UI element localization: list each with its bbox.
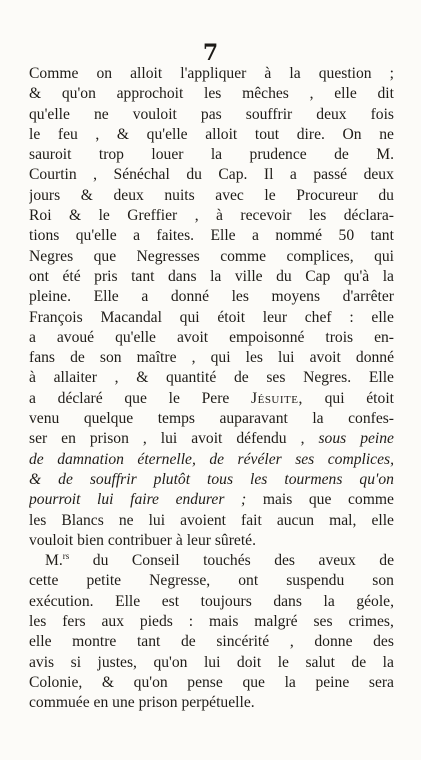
text-line — [29, 84, 394, 104]
word: quelque — [83, 410, 134, 428]
word: sera — [368, 673, 394, 691]
word: ont — [29, 267, 49, 285]
word: faites. — [156, 227, 195, 245]
text-line — [29, 511, 394, 531]
word: le — [29, 125, 41, 143]
word: on — [96, 65, 113, 82]
word: sincérité — [216, 633, 270, 651]
word: fois — [370, 105, 394, 123]
word: qu'elle — [115, 328, 156, 346]
word: Comme — [29, 65, 79, 82]
word: deux — [363, 166, 394, 184]
word: cette — [29, 572, 59, 590]
word: dans — [273, 592, 302, 610]
text-line — [29, 470, 394, 490]
word: empoisonné — [229, 328, 305, 346]
word: des — [373, 633, 394, 651]
word: , — [93, 166, 98, 184]
word: de — [58, 470, 73, 488]
word: 50 — [338, 227, 355, 245]
word: ses — [266, 369, 286, 387]
word: question — [318, 65, 372, 82]
word: elle — [29, 633, 52, 651]
word: Colonie, — [29, 673, 83, 691]
word: quantité — [166, 369, 217, 387]
text-line — [29, 450, 394, 470]
text-line — [29, 348, 394, 368]
word: Elle — [93, 288, 119, 306]
word: Conseil — [131, 552, 180, 570]
word: défendu — [236, 430, 287, 448]
text-line — [29, 571, 394, 591]
word: On — [342, 125, 362, 143]
word: a — [141, 288, 149, 306]
word: pas — [200, 105, 222, 123]
word: deux — [316, 105, 347, 123]
word: crimes, — [348, 613, 394, 631]
text-line — [29, 368, 394, 388]
word: souffrir — [89, 470, 137, 488]
word: ses — [313, 613, 333, 631]
word: les — [250, 470, 268, 488]
word: complices, — [327, 450, 394, 468]
word: comme — [220, 247, 267, 265]
word: Negres — [29, 247, 74, 265]
word: à — [216, 207, 223, 225]
word: la — [210, 146, 223, 164]
word: Macandal — [100, 308, 162, 326]
text-line — [29, 287, 394, 307]
word: recevoir — [240, 207, 292, 225]
word: & — [29, 470, 42, 488]
word: Negres. — [303, 369, 352, 387]
word: feu — [57, 125, 78, 143]
word: maître — [136, 349, 177, 367]
word: donné — [170, 288, 209, 306]
word: fans — [29, 349, 55, 367]
word: le — [277, 653, 289, 671]
word: trois — [325, 328, 354, 346]
word: une — [112, 694, 135, 712]
word: qu'on — [61, 85, 96, 103]
word: souffrir — [245, 105, 293, 123]
word: lui — [203, 653, 221, 671]
word: son — [372, 572, 394, 590]
word: mais — [208, 613, 239, 631]
word: François — [29, 308, 83, 326]
word: Pere — [201, 389, 230, 407]
word: malgré — [254, 613, 298, 631]
page-number: 7 — [202, 40, 219, 66]
word: la — [289, 65, 301, 82]
word: avoit — [176, 328, 209, 346]
word: les — [204, 85, 222, 103]
text-line — [29, 673, 394, 693]
word: aucun — [276, 511, 315, 529]
word: & — [101, 673, 115, 691]
word: de — [233, 369, 249, 387]
word: sauroit — [29, 146, 72, 164]
word: fers — [62, 613, 86, 631]
word: lui — [97, 491, 114, 509]
word: bien — [77, 531, 104, 549]
text-line — [29, 186, 394, 206]
text-line — [29, 429, 394, 449]
word: ; — [389, 65, 394, 82]
word: & — [68, 207, 82, 225]
word: la — [312, 410, 324, 428]
word: perpétuelle. — [181, 694, 255, 712]
text-line — [29, 551, 394, 571]
word: lui — [148, 511, 166, 529]
word: qu'à — [343, 267, 370, 285]
word: les — [29, 613, 47, 631]
word: de — [70, 349, 85, 367]
word: a — [252, 227, 259, 245]
word: si — [70, 653, 82, 671]
word: ne — [379, 125, 394, 143]
word: qui — [324, 389, 345, 407]
word: Procureur — [296, 186, 358, 204]
text-line — [29, 389, 394, 409]
word: a — [29, 389, 36, 407]
word: prison — [138, 694, 178, 712]
word: révéler — [237, 450, 282, 468]
text-line — [29, 653, 394, 673]
word: & — [136, 369, 149, 387]
word: , — [114, 369, 119, 387]
word: qu'on — [133, 673, 168, 691]
text-line — [29, 226, 394, 246]
word: avoient — [180, 511, 226, 529]
word: son — [99, 349, 122, 367]
word: la — [382, 267, 394, 285]
word: approchoit — [116, 85, 184, 103]
word: déclaré — [57, 389, 103, 407]
word: Elle — [368, 369, 394, 387]
word: sous — [318, 430, 347, 448]
word: damnation — [57, 450, 124, 468]
word: de — [379, 552, 394, 570]
word: en — [61, 430, 76, 448]
word: temps — [157, 410, 195, 428]
word: de — [351, 653, 367, 671]
word: du — [276, 267, 292, 285]
word: peine — [360, 430, 394, 448]
text-line — [29, 612, 394, 632]
word: Elle — [115, 592, 141, 610]
word: Il — [263, 166, 274, 184]
word: tout — [254, 125, 280, 143]
word: peine — [315, 673, 350, 691]
body-text — [29, 64, 394, 714]
word: le — [264, 186, 276, 204]
word: Greffier — [127, 207, 178, 225]
word: tions — [29, 227, 60, 245]
word: suspendu — [286, 572, 345, 590]
word: pense — [187, 673, 223, 691]
word: & — [80, 186, 93, 204]
word: à — [264, 65, 272, 82]
word: la — [323, 592, 335, 610]
word: tous — [207, 470, 234, 488]
word: vouloit — [29, 531, 74, 549]
word: & — [29, 85, 42, 103]
word: ; — [241, 491, 247, 509]
word: qu'elle — [75, 227, 117, 245]
word: de — [209, 450, 225, 468]
word: en- — [374, 328, 394, 346]
word: aveux — [318, 552, 356, 570]
word: toujours — [200, 592, 252, 610]
text-line — [29, 247, 394, 267]
word: le — [98, 207, 110, 225]
word: pris — [94, 267, 118, 285]
word: passé — [313, 166, 348, 184]
word: jours — [29, 186, 61, 204]
word: la — [284, 673, 296, 691]
word: Jésuite, — [251, 389, 303, 407]
text-line — [29, 632, 394, 652]
text-line — [29, 693, 394, 713]
word: mêches — [242, 85, 289, 103]
word: été — [62, 267, 81, 285]
word: du — [186, 166, 202, 184]
word: deux — [113, 186, 144, 204]
word: touchés — [203, 552, 251, 570]
word: étoit — [217, 308, 246, 326]
word: éternelle, — [137, 450, 196, 468]
text-line — [29, 125, 394, 145]
word: : — [349, 308, 354, 326]
word: moyens — [271, 288, 321, 306]
word: les — [231, 288, 249, 306]
word: sûreté. — [214, 531, 256, 549]
text-line — [29, 409, 394, 429]
word: à — [175, 531, 183, 549]
word: à — [29, 369, 36, 387]
word: allaiter — [53, 369, 97, 387]
word: chef — [304, 308, 332, 326]
word: Negresses — [136, 247, 200, 265]
word: comme — [348, 491, 394, 509]
word: la — [210, 267, 222, 285]
word: elle — [371, 511, 394, 529]
word: tant — [131, 267, 155, 285]
text-line — [29, 308, 394, 328]
word: commuée — [29, 694, 90, 712]
word: complices, — [286, 247, 354, 265]
word: , — [300, 430, 305, 448]
word: ser — [29, 430, 48, 448]
word: étoit — [366, 389, 394, 407]
word: doit — [236, 653, 262, 671]
word: nommé — [275, 227, 323, 245]
text-line — [29, 490, 394, 510]
word: le — [168, 389, 180, 407]
word: que — [93, 247, 117, 265]
word: endurer — [175, 491, 225, 509]
text-line — [29, 531, 394, 551]
word: donne — [314, 633, 353, 651]
word: les — [308, 207, 327, 225]
word: de — [334, 146, 349, 164]
text-line — [29, 165, 394, 185]
word: Blancs — [61, 511, 104, 529]
word: confes- — [348, 410, 394, 428]
word: justes, — [97, 653, 137, 671]
word: avoit — [191, 430, 223, 448]
word: elle — [371, 308, 394, 326]
word: pieds — [139, 613, 173, 631]
word: ses — [295, 450, 315, 468]
word: alloit — [130, 65, 163, 82]
word: d'arrêter — [342, 288, 394, 306]
word: auparavant — [219, 410, 288, 428]
word: a — [133, 227, 140, 245]
word: pleine. — [29, 288, 71, 306]
word: tant — [136, 633, 161, 651]
word: louer — [151, 146, 184, 164]
word: , — [194, 207, 199, 225]
word: ne — [93, 105, 109, 123]
word: du — [92, 552, 109, 570]
word: M. — [376, 146, 394, 164]
word: la — [382, 653, 394, 671]
word: que — [242, 673, 265, 691]
word: que — [308, 491, 332, 509]
word: qui — [374, 247, 394, 265]
word: fait — [241, 511, 262, 529]
word: avec — [215, 186, 244, 204]
word: les — [29, 511, 47, 529]
word: nuits — [164, 186, 195, 204]
word: qui — [179, 308, 200, 326]
word: faire — [130, 491, 159, 509]
word: des — [274, 552, 296, 570]
word: salut — [305, 653, 335, 671]
text-line — [29, 592, 394, 612]
word: avis — [29, 653, 55, 671]
word: venu — [29, 410, 60, 428]
word: exécution. — [29, 592, 94, 610]
word: a — [289, 166, 297, 184]
word: : — [188, 613, 194, 631]
word: petite — [86, 572, 122, 590]
word: M.$^{rs}$ — [45, 551, 70, 570]
word: qu'elle — [29, 105, 70, 123]
word: mais — [262, 491, 293, 509]
word: a — [29, 328, 36, 346]
word: dire. — [296, 125, 325, 143]
word: leur — [186, 531, 211, 549]
word: mal, — [329, 511, 357, 529]
word: vouloit — [132, 105, 177, 123]
word: alloit — [205, 125, 238, 143]
word: Sénéchal — [113, 166, 170, 184]
word: qu'elle — [146, 125, 188, 143]
word: ont — [238, 572, 259, 590]
word: , — [191, 349, 196, 367]
word: tant — [370, 227, 394, 245]
word: en — [93, 694, 109, 712]
word: , — [309, 85, 314, 103]
text-line — [29, 64, 394, 84]
word: géole, — [356, 592, 394, 610]
word: les — [245, 349, 263, 367]
word: ne — [118, 511, 134, 529]
word: prudence — [249, 146, 307, 164]
word: Elle — [210, 227, 236, 245]
word: qu'on — [359, 470, 394, 488]
word: Courtin — [29, 166, 77, 184]
word: leur — [262, 308, 288, 326]
word: montre — [72, 633, 117, 651]
word: l'appliquer — [180, 65, 247, 82]
word: de — [181, 633, 196, 651]
text-line — [29, 328, 394, 348]
word: , — [95, 125, 100, 143]
word: qu'on — [153, 653, 188, 671]
word: & — [116, 125, 130, 143]
word: , — [289, 633, 294, 651]
word: tourmens — [284, 470, 343, 488]
word: aux — [101, 613, 125, 631]
word: Cap. — [218, 166, 248, 184]
word: avoit — [309, 349, 341, 367]
text-line — [29, 105, 394, 125]
word: du — [378, 186, 394, 204]
word: Negresse, — [149, 572, 211, 590]
word: déclara- — [343, 207, 394, 225]
word: elle — [334, 85, 357, 103]
word: que — [124, 389, 147, 407]
word: prison — [89, 430, 129, 448]
text-line — [29, 145, 394, 165]
word: Cap — [305, 267, 331, 285]
word: , — [142, 430, 147, 448]
word: de — [29, 450, 44, 468]
word: contribuer — [107, 531, 172, 549]
word: lui — [160, 430, 178, 448]
word: avoué — [56, 328, 95, 346]
word: est — [161, 592, 180, 610]
text-line — [29, 206, 394, 226]
word: dit — [377, 85, 394, 103]
word: ville — [234, 267, 263, 285]
word: Roi — [29, 207, 52, 225]
word: trop — [98, 146, 124, 164]
word: qui — [210, 349, 231, 367]
text-line — [29, 267, 394, 287]
word: donné — [355, 349, 394, 367]
word: dans — [167, 267, 197, 285]
word: lui — [278, 349, 295, 367]
word: plutôt — [153, 470, 191, 488]
word: pourroit — [29, 491, 81, 509]
